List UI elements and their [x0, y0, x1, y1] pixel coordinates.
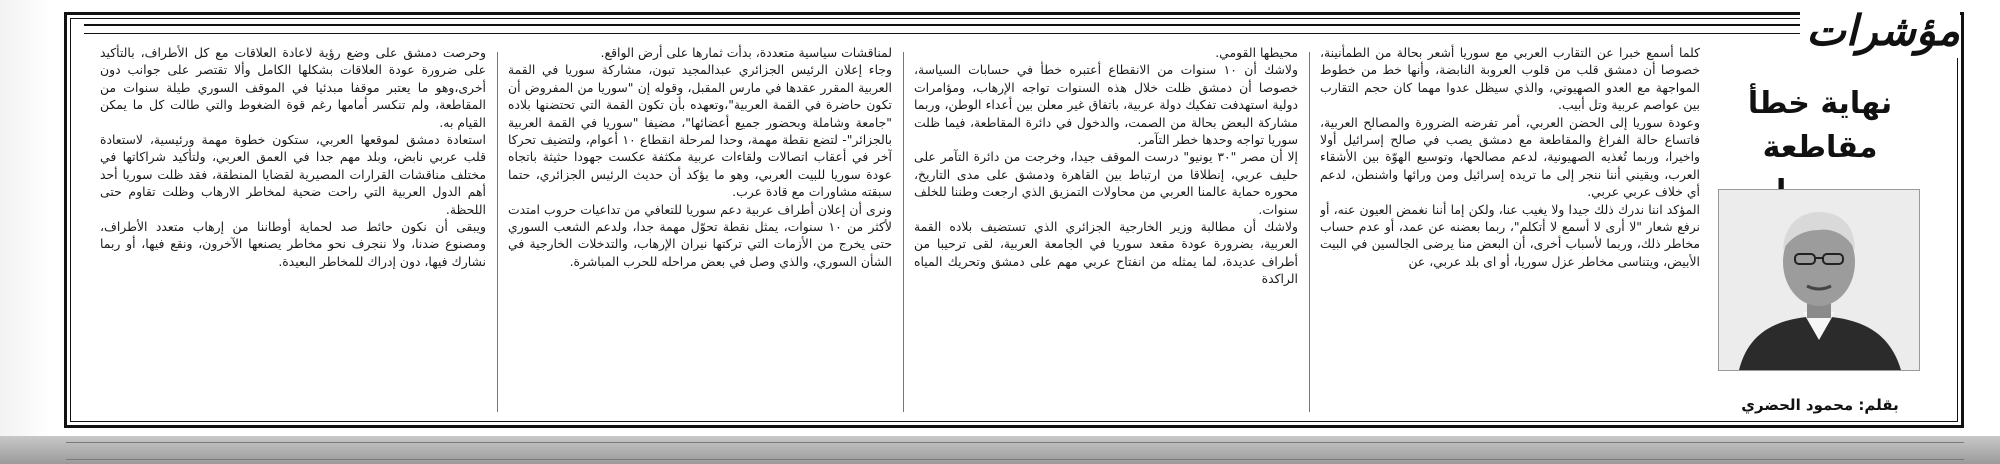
column-divider: [903, 52, 904, 412]
paragraph: وحرصت دمشق على وضع رؤية لاعادة العلاقات مع كل الأطراف، بالتأكيد على ضرورة عودة العلاقات بشكلها الكامل وألا تقتصر على جوانب دون أخرى،وهو ما يعتبر موقفا مبدئيا في الموقف السوري طيلة سنوات من المقاطعة، ولم تنكسر أمامها رغم قوة الضغوط والتي طالت كل ما يمكن القيام به.: [100, 45, 486, 130]
paragraph: استعادة دمشق لموقعها العربي، ستكون خطوة مهمة ورئيسية، لاستعادة قلب عربي نابض، وبلد مهم جدا في العمق العربي، ولتأكيد شراكاتها في مختلف مناقشات القرارات المصيرية لقضايا المنطقة، فقد ظلت سوريا أحد أهم الدول العربية التي راحت ضحية لمخاطر الارهاب وظلت تقاوم حتى اللحظة.: [100, 132, 486, 217]
paragraph: إلا أن مصر "٣٠ يونيو" درست الموقف جيدا، وخرجت من دائرة التآمر على حليف عربي، إنطلاقا من ارتباط بين القاهرة ودمشق على مدى التاريخ، محوره حماية عالمنا العربي من محاولات التمزيق الذي ارجعت وطننا للخلف سنوات.: [914, 149, 1298, 217]
article-column-2: [914, 44, 1298, 428]
article-headline: نهاية خطأ مقاطعة: [1747, 86, 1893, 165]
paragraph: كلما أسمع خبرا عن التقارب العربي مع سوريا أشعر بحالة من الطمأنينة، خصوصا أن دمشق قلب من قلوب العروبة النابضة، وأنها خط من خطوط المواجهة مع العدو الصهيوني، والذي سيظل عدوا مهما كان حجم التقارب بين عواصم عربية وتل أبيب.: [1320, 45, 1700, 113]
author-photo: [1718, 189, 1920, 371]
lead-column: [1716, 44, 1924, 422]
paragraph: محيطها القومي.: [1215, 45, 1298, 60]
article-column-1: [1320, 44, 1700, 428]
section-title: مؤشرات: [1806, 5, 1960, 55]
page-bottom-band: [0, 436, 2000, 464]
page-margin: [0, 0, 50, 464]
paragraph: المؤكد اننا ندرك ذلك جيدا ولا يغيب عنا، ولكن إما أننا نغمض العيون عنه، أو نرفع شعار "لا أرى لا أسمع لا أتكلم"، ربما بعضنه عن عمد، أو عدم حساب مخاطر ذلك، وربما لأسباب أخرى، أن البعض منا يرضى الجالسين في البيت الأبيض، ويتناسى مخاطر عزل سوريا، أو اى بلد عربي، عن: [1320, 201, 1700, 269]
article-byline: بقلم: محمود الحضري: [1741, 396, 1899, 414]
column-divider: [497, 52, 498, 412]
article-column-4: [100, 44, 486, 428]
paragraph: ونرى أن إعلان أطراف عربية دعم سوريا للتعافي من تداعيات حروب امتدت لأكثر من ١٠ سنوات، يمثل نقطة تحوّل مهمة جدا، ولدعم الشعب السوري حتى يخرج من الأزمات التي تركتها نيران الإرهاب، والتدخلات الخارجية في الشأن السوري، والذي وصل في بعض مراحله للحرب المباشرة.: [508, 201, 892, 269]
author-portrait-image: [1719, 190, 1919, 370]
paragraph: وجاء إعلان الرئيس الجزائري عبدالمجيد تبون، مشاركة سوريا في القمة العربية المقرر عقدها في مارس المقبل، وقوله إن "سوريا من المفروض أن تكون حاضرة في القمة العربية"،وتعهده بأن تكون القمة التي تحتضنها بلاده "جامعة وشاملة وبحضور جميع أعضائها"، مضيفا "سوريا في القمة العربية بالجزائر"- لتضع نقطة مهمة، وحدا لمرحلة انقطاع ١٠ أعوام، ولتضيف تحركا آخر في أعقاب اتصالات ولقاءات عربية مكثفة عكست جهودا حثيثة باتجاه عودة سوريا للبيت العربي، وهو ما يؤكد أن حديث الرئيس الجزائري، حتما سبقته مشاورات مع قادة عرب.: [508, 62, 892, 200]
paragraph: ولاشك أن ١٠ سنوات من الانقطاع أعتبره خطأ في حسابات السياسة، خصوصا أن دمشق ظلت خلال هذه السنوات تواجه الإرهاب، ومؤامرات دولية استهدفت تفكيك دولة عربية، باتفاق غير معلن بين أعداء الوطن، وربما مشاركة البعض بحالة من الصمت، والدخول في دائرة المقاطعة، فيما ظلت سوريا تواجه وحدها خطر التآمر.: [914, 62, 1298, 148]
column-divider: [1309, 52, 1310, 412]
article-column-3: [508, 44, 892, 428]
bottom-band-rule: [66, 442, 1964, 460]
paragraph: ويبقى أن نكون حائط صد لحماية أوطاننا من إرهاب متعدد الأطراف، ومصنوع ضدنا، ولا ننجرف نحو مخاطر يصنعها الآخرون، ونقع فيها، أو ربما نشارك فيها، دون إدراك للمخاطر البعيدة.: [100, 219, 486, 269]
paragraph: وعودة سوريا إلى الحضن العربي، أمر تفرضه الضرورة والمصالح العربية، فاتساع حالة الفراغ والمقاطعة مع دمشق يصب في صالح إسرائيل أولا واخيرا، وربما تُغذيه الصهيونية، لدعم مصالحها، وتوسيع الهوّة بين الأشقاء العرب، ويقيني أننا ننجر إلى ما تريده إسرائيل ومن ورائها واشنطن، لدعم أي خلاف عربي عربي.: [1320, 114, 1700, 200]
header-rule: [84, 24, 1800, 34]
paragraph: لمناقشات سياسية متعددة، بدأت ثمارها على أرض الواقع.: [600, 45, 892, 60]
paragraph: ولاشك أن مطالبة وزير الخارجية الجزائري الذي تستضيف بلاده القمة العربية، بضرورة عودة مقعد سوريا في الجامعة العربية، لقى ترحيبا من أطراف عديدة، لما يمثله من انفتاح عربي مهم على دمشق وتحريك المياه الراكدة: [914, 219, 1298, 287]
